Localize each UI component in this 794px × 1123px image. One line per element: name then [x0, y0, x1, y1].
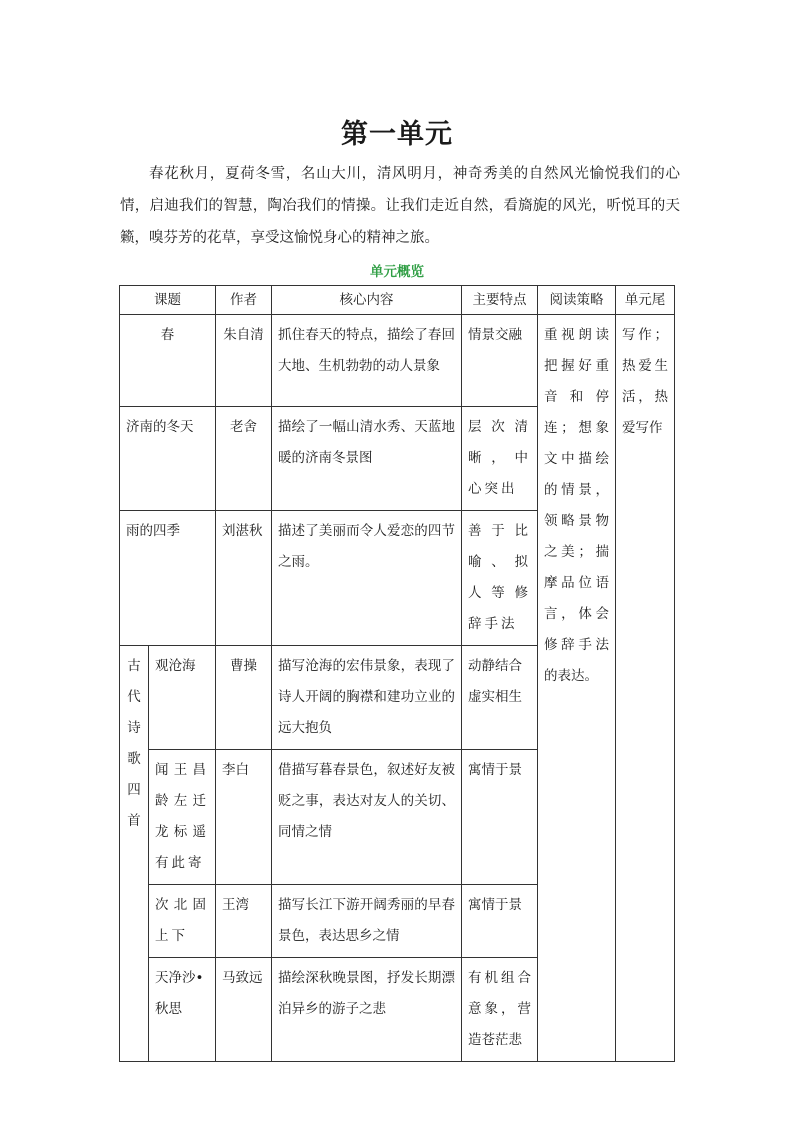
author-cell: 曹操 [216, 646, 272, 750]
header-strategy: 阅读策略 [538, 286, 616, 315]
header-content: 核心内容 [272, 286, 462, 315]
header-tail: 单元尾 [616, 286, 675, 315]
lesson-cell: 济南的冬天 [120, 407, 216, 511]
header-author: 作者 [216, 286, 272, 315]
feature-cell: 善于比喻、拟人等修辞手法 [462, 511, 538, 646]
header-lesson: 课题 [120, 286, 216, 315]
lesson-cell: 天净沙•秋思 [149, 958, 216, 1062]
lesson-cell: 次北固上下 [149, 885, 216, 958]
feature-cell: 有机组合意象，营造苍茫悲 [462, 958, 538, 1062]
content-cell: 抓住春天的特点，描绘了春回大地、生机勃勃的动人景象 [272, 315, 462, 407]
group-label-cell: 古代诗歌四首 [120, 646, 149, 1062]
content-cell: 描述了美丽而令人爱恋的四节之雨。 [272, 511, 462, 646]
unit-tail-cell: 写作；热爱生活，热爱写作 [616, 315, 675, 1062]
intro-paragraph: 春花秋月，夏荷冬雪，名山大川，清风明月，神奇秀美的自然风光愉悦我们的心情，启迪我们的智慧，陶冶我们的情操。让我们走近自然，看旖旎的风光，听悦耳的天籁，嗅芬芳的花草，享受这愉悦身心的精神之旅。 [120, 166, 680, 246]
content-cell: 描写长江下游开阔秀丽的早春景色，表达思乡之情 [272, 885, 462, 958]
lesson-cell: 闻王昌龄左迁龙标遥有此寄 [149, 750, 216, 885]
author-cell: 王湾 [216, 885, 272, 958]
unit-overview-table [119, 285, 675, 1062]
reading-strategy-cell: 重视朗读把握好重音和停连；想象文中描绘的情景，领略景物之美；揣摩品位语言，体会修辞手法的表达。 [538, 315, 616, 1062]
author-cell: 老舍 [216, 407, 272, 511]
table-header-row [120, 286, 675, 315]
content-cell: 描绘了一幅山清水秀、天蓝地暖的济南冬景图 [272, 407, 462, 511]
lesson-cell: 观沧海 [149, 646, 216, 750]
author-cell: 刘湛秋 [216, 511, 272, 646]
feature-cell: 层次清晰，中心突出 [462, 407, 538, 511]
author-cell: 李白 [216, 750, 272, 885]
lesson-cell: 雨的四季 [120, 511, 216, 646]
overview-title: 单元概览 [370, 264, 424, 280]
feature-cell: 情景交融 [462, 315, 538, 407]
content-cell: 描绘深秋晚景图，抒发长期漂泊异乡的游子之悲 [272, 958, 462, 1062]
table-row [120, 315, 675, 407]
feature-cell: 寓情于景 [462, 885, 538, 958]
author-cell: 马致远 [216, 958, 272, 1062]
lesson-cell: 春 [120, 315, 216, 407]
header-feature: 主要特点 [462, 286, 538, 315]
feature-cell: 寓情于景 [462, 750, 538, 885]
author-cell: 朱自清 [216, 315, 272, 407]
page-title: 第一单元 [341, 119, 453, 150]
content-cell: 借描写暮春景色，叙述好友被贬之事，表达对友人的关切、同情之情 [272, 750, 462, 885]
feature-cell: 动静结合虚实相生 [462, 646, 538, 750]
content-cell: 描写沧海的宏伟景象，表现了诗人开阔的胸襟和建功立业的远大抱负 [272, 646, 462, 750]
